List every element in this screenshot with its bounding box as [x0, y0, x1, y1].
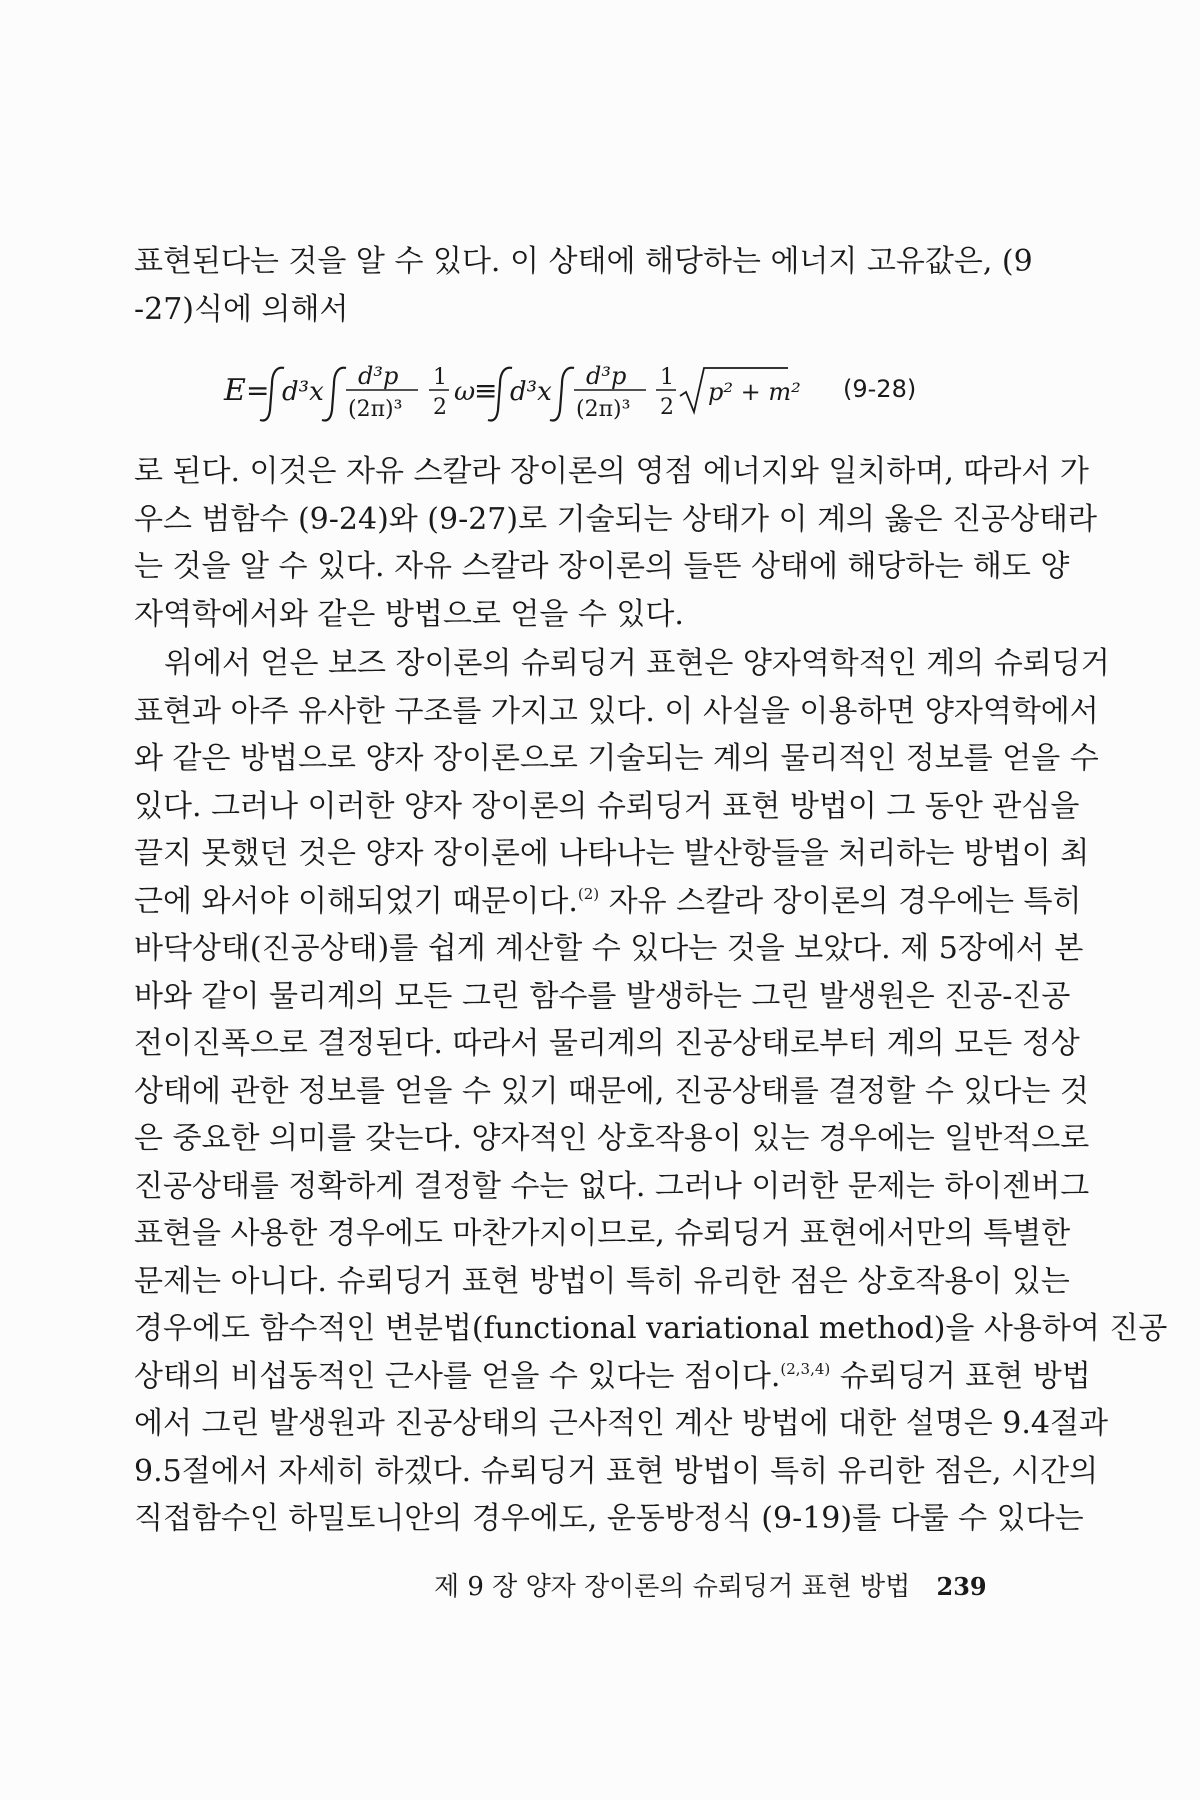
eq-2pi-cubed: (2π)³ [576, 397, 631, 422]
text-line: 직접함수인 하밀토니안의 경우에도, 운동방정식 (9-19)를 다룰 수 있다는 [134, 1501, 1084, 1536]
equation-formula [222, 352, 802, 432]
eq-one: 1 [433, 365, 447, 390]
text-line: 표현을 사용한 경우에도 마찬가지이므로, 슈뢰딩거 표현에서만의 특별한 [134, 1216, 1071, 1251]
eq-d3p: d³p [586, 362, 627, 390]
text-line: 자역학에서와 같은 방법으로 얻을 수 있다. [134, 596, 684, 632]
reference-marker: (2) [577, 884, 600, 903]
text-line: 전이진폭으로 결정된다. 따라서 물리계의 진공상태로부터 계의 모든 정상 [134, 1026, 1080, 1061]
text-line: 에서 그린 발생원과 진공상태의 근사적인 계산 방법에 대한 설명은 9.4절과 [134, 1406, 1108, 1441]
paragraph-intro [134, 238, 1033, 333]
text-line-with-ref [134, 1353, 1091, 1401]
equation-number: (9-28) [843, 375, 917, 403]
text-line: 와 같은 방법으로 양자 장이론으로 기술되는 계의 물리적인 정보를 얻을 수 [134, 741, 1099, 776]
running-chapter-title: 제 9 장 양자 장이론의 슈뢰딩거 표현 방법 [434, 1572, 911, 1602]
page-footer [434, 1570, 994, 1604]
eq-lhs: E [224, 373, 246, 408]
text-fragment: 상태의 비섭동적인 근사를 얻을 수 있다는 점이다. [134, 1358, 781, 1394]
text-line: 진공상태를 정확하게 결정할 수는 없다. 그러나 이러한 문제는 하이젠버그 [134, 1168, 1090, 1204]
text-line: 있다. 그러나 이러한 양자 장이론의 슈뢰딩거 표현 방법이 그 동안 관심을 [134, 788, 1080, 824]
reference-marker: (2,3,4) [780, 1359, 831, 1378]
text-fragment: 자유 스칼라 장이론의 경우에는 특히 [599, 883, 1082, 919]
text-line: 은 중요한 의미를 갖는다. 양자적인 상호작용이 있는 경우에는 일반적으로 [134, 1121, 1090, 1156]
page-number: 239 [936, 1572, 987, 1601]
text-fragment: 슈뢰딩거 표현 방법 [830, 1358, 1091, 1394]
integral-icon [550, 368, 574, 421]
text-line: 위에서 얻은 보즈 장이론의 슈뢰딩거 표현은 양자역학적인 계의 슈뢰딩거 [164, 646, 1110, 681]
eq-equiv: ≡ [474, 374, 498, 407]
equation-9-28 [0, 352, 1200, 432]
paragraph-schrodinger [134, 640, 1168, 1543]
text-line-with-ref [134, 878, 1082, 926]
integral-icon [322, 368, 346, 421]
text-line: -27)식에 의해서 [134, 291, 349, 327]
eq-omega: ω [454, 377, 476, 407]
paragraph-vacuum-energy [134, 448, 1097, 638]
text-line: 바와 같이 물리계의 모든 그린 함수를 발생하는 그린 발생원은 진공-진공 [134, 978, 1071, 1014]
text-line: 는 것을 알 수 있다. 자유 스칼라 장이론의 들뜬 상태에 해당하는 해도 양 [134, 549, 1070, 584]
eq-d3x: d³x [282, 377, 324, 407]
text-line: 우스 범함수 (9-24)와 (9-27)로 기술되는 상태가 이 계의 옳은 진공상태라 [134, 501, 1097, 537]
eq-d3p: d³p [358, 362, 399, 390]
text-line: 끌지 못했던 것은 양자 장이론에 나타나는 발산항들을 처리하는 방법이 최 [134, 836, 1090, 871]
text-line: 표현과 아주 유사한 구조를 가지고 있다. 이 사실을 이용하면 양자역학에서 [134, 693, 1099, 729]
text-line: 문제는 아니다. 슈뢰딩거 표현 방법이 특히 유리한 점은 상호작용이 있는 [134, 1263, 1070, 1299]
text-fragment: 근에 와서야 이해되었기 때문이다. [134, 883, 578, 919]
eq-one: 1 [660, 365, 674, 390]
eq-d3x: d³x [510, 377, 552, 407]
text-line: 9.5절에서 자세히 하겠다. 슈뢰딩거 표현 방법이 특히 유리한 점은, 시간의 [134, 1453, 1099, 1489]
text-line: 바닥상태(진공상태)를 쉽게 계산할 수 있다는 것을 보았다. 제 5장에서 본 [134, 931, 1084, 966]
text-line: 경우에도 함수적인 변분법(functional variational method)을 사용하여 진공 [134, 1311, 1168, 1346]
text-line: 표현된다는 것을 알 수 있다. 이 상태에 해당하는 에너지 고유값은, (9 [134, 244, 1033, 279]
eq-two: 2 [660, 395, 674, 420]
text-line: 상태에 관한 정보를 얻을 수 있기 때문에, 진공상태를 결정할 수 있다는 것 [134, 1073, 1089, 1109]
eq-2pi-cubed: (2π)³ [348, 397, 403, 422]
eq-sqrt-arg: p² + m² [708, 378, 801, 406]
eq-equals: = [246, 374, 270, 407]
eq-two: 2 [433, 395, 447, 420]
text-line: 로 된다. 이것은 자유 스칼라 장이론의 영점 에너지와 일치하며, 따라서 가 [134, 454, 1089, 489]
